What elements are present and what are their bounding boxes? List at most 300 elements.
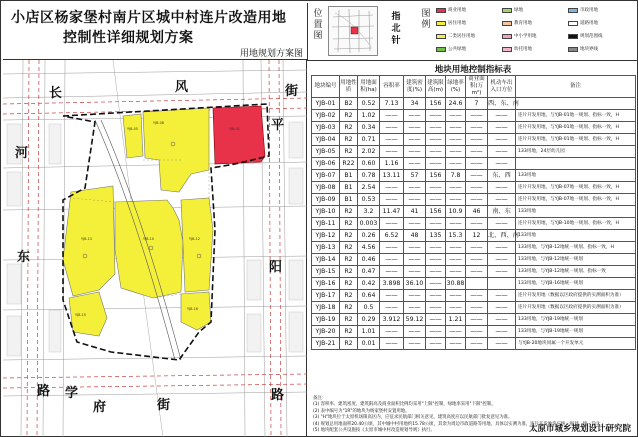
location-map	[328, 6, 378, 56]
table-cell: ——	[488, 326, 516, 338]
road-west-char-2: 东	[17, 250, 31, 265]
table-cell: YJB-09	[312, 194, 340, 206]
table-cell: ——	[488, 338, 516, 350]
road-north-char-3: 街	[285, 84, 299, 99]
table-cell: ——	[446, 266, 466, 278]
legend-swatch	[502, 21, 512, 26]
table-cell: R2	[340, 218, 358, 230]
parcel-yjb-12	[181, 198, 213, 292]
table-cell: ——	[426, 158, 446, 170]
parcel-yjb-13	[63, 186, 115, 296]
table-cell: 连片开发用地，与YJB-01地一规划、指标一致，H	[516, 122, 636, 134]
table-cell: ——	[488, 266, 516, 278]
table-cell: ——	[466, 158, 488, 170]
table-cell: ——	[380, 290, 404, 302]
table-cell: ——	[404, 182, 426, 194]
table-cell: ——	[426, 134, 446, 146]
table-cell: R2	[340, 122, 358, 134]
table-cell: ——	[466, 122, 488, 134]
table-cell: 133用地	[516, 230, 636, 242]
table-cell: ——	[426, 218, 446, 230]
legend-label-text: 教育用地	[514, 21, 532, 26]
table-cell: 13.11	[380, 170, 404, 182]
table-cell: 7.8	[446, 170, 466, 182]
table-cell: YJB-01	[312, 98, 340, 110]
table-cell: ——	[426, 110, 446, 122]
plan-subtitle: 用地规划方案图	[239, 49, 303, 59]
compass-label: 指 北 针	[391, 12, 401, 46]
table-cell: 12	[466, 230, 488, 242]
table-cell: 48	[404, 230, 426, 242]
table-cell: YJB-12	[312, 230, 340, 242]
table-cell: R2	[340, 302, 358, 314]
title-block	[5, 5, 307, 57]
table-cell: 西、东、南	[488, 98, 516, 110]
table-cell: R2	[340, 242, 358, 254]
table-header-cell: 备注	[516, 76, 636, 98]
table-cell: 0.71	[358, 134, 380, 146]
legend-swatch	[436, 8, 446, 13]
table-cell: 133用地，与YJB-19地统一规划	[516, 314, 636, 326]
svg-text:YJB-01: YJB-01	[229, 127, 240, 131]
table-cell: 30.88	[446, 278, 466, 290]
legend-swatch	[568, 34, 578, 39]
table-cell: ——	[380, 134, 404, 146]
legend-item	[436, 7, 466, 13]
table-cell: ——	[466, 290, 488, 302]
table-row	[312, 314, 636, 326]
table-cell: ——	[380, 218, 404, 230]
table-cell: ——	[488, 302, 516, 314]
table-cell: 连片开发用地（数据以区政府提供的实测面积为准）	[516, 290, 636, 302]
table-cell: ——	[380, 338, 404, 350]
table-cell: YJB-16	[312, 278, 340, 290]
table-cell: 3.2	[358, 206, 380, 218]
table-cell: ——	[404, 122, 426, 134]
table-cell: R2	[340, 230, 358, 242]
table-cell: ——	[380, 242, 404, 254]
plan-title-line2: 控制性详细规划方案	[63, 30, 194, 46]
table-cell: ——	[426, 326, 446, 338]
table-cell: 0.78	[358, 170, 380, 182]
table-cell: 133用地，与YJB-19地统一规划	[516, 326, 636, 338]
table-row	[312, 170, 636, 182]
svg-text:YJB-13: YJB-13	[81, 237, 92, 241]
table-cell: YJB-08	[312, 182, 340, 194]
table-cell: R2	[340, 110, 358, 122]
road-east-char-3: 路	[271, 388, 285, 403]
table-row	[312, 194, 636, 206]
table-cell: ——	[380, 194, 404, 206]
table-cell: B1	[340, 170, 358, 182]
table-cell: ——	[426, 290, 446, 302]
road-east-char-1: 平	[271, 118, 285, 133]
table-cell: YJB-14	[312, 254, 340, 266]
table-header-cell: 地块编号	[312, 76, 340, 98]
table-header-cell: 建筑密度(%)	[404, 76, 426, 98]
table-cell: 46	[466, 206, 488, 218]
road-south-char-3: 街	[157, 398, 171, 413]
table-row	[312, 158, 636, 170]
table-cell: ——	[404, 218, 426, 230]
table-cell: 57	[404, 170, 426, 182]
table-cell: ——	[426, 338, 446, 350]
table-cell: R22	[340, 158, 358, 170]
table-cell: YJB-19	[312, 314, 340, 326]
table-cell: ——	[404, 326, 426, 338]
legend	[436, 7, 636, 59]
table-cell: 0.60	[358, 158, 380, 170]
table-cell: 0.52	[358, 98, 380, 110]
table-header-cell: 容积率	[380, 76, 404, 98]
table-row	[312, 266, 636, 278]
table-cell: 6.52	[380, 230, 404, 242]
table-cell: ——	[488, 218, 516, 230]
road-north-char-2: 风	[175, 80, 189, 95]
table-cell: YJB-18	[312, 302, 340, 314]
svg-text:YJB-10: YJB-10	[143, 237, 154, 241]
legend-swatch	[436, 47, 446, 52]
table-cell: ——	[426, 302, 446, 314]
table-cell: 1.16	[380, 158, 404, 170]
table-cell: YJB-06	[312, 158, 340, 170]
table-header-cell: 用地面积(ha)	[358, 76, 380, 98]
legend-swatch	[436, 21, 446, 26]
table-cell: 15.3	[446, 230, 466, 242]
table-cell: 133用地，24层幼儿园	[516, 146, 636, 158]
table-cell: 连片开发用地，与YJB-07地一规划、指标一致，H	[516, 182, 636, 194]
remark-line-1: (1) 容积率、建筑密度、建筑限高及商业面积比例均采用"上限"控制，绿地率采用"下限"控制。	[313, 402, 496, 408]
table-cell: 0.01	[358, 338, 380, 350]
table-cell: ——	[446, 110, 466, 122]
table-cell: 24.6	[446, 98, 466, 110]
table-cell: ——	[466, 182, 488, 194]
table-cell: R2	[340, 326, 358, 338]
index-table-panel	[309, 61, 637, 436]
location-map-graphic	[329, 7, 377, 55]
table-cell: ——	[488, 194, 516, 206]
table-cell: 0.003	[358, 218, 380, 230]
road-north-char-1: 长	[49, 86, 63, 101]
table-cell: ——	[404, 290, 426, 302]
table-cell: ——	[466, 266, 488, 278]
table-cell: ——	[466, 326, 488, 338]
table-cell: ——	[488, 254, 516, 266]
table-cell: ——	[404, 242, 426, 254]
table-row	[312, 146, 636, 158]
legend-swatch	[502, 47, 512, 52]
legend-item	[568, 20, 598, 26]
road-south-char-1: 学	[65, 386, 79, 401]
table-cell: R2	[340, 254, 358, 266]
table-row	[312, 122, 636, 134]
table-cell: ——	[446, 146, 466, 158]
table-cell: ——	[426, 278, 446, 290]
road-west-char-3: 路	[37, 384, 51, 399]
legend-item	[568, 7, 598, 13]
table-cell	[466, 278, 488, 290]
table-cell: 34	[404, 98, 426, 110]
legend-label-text: 规划范围线	[580, 34, 603, 39]
table-cell: 1.02	[358, 110, 380, 122]
legend-label-text: 市政用地	[580, 8, 598, 13]
table-cell	[516, 158, 636, 170]
legend-item	[502, 7, 523, 13]
table-cell: ——	[446, 122, 466, 134]
legend-swatch	[568, 21, 578, 26]
table-row	[312, 134, 636, 146]
svg-text:YJB-15: YJB-15	[75, 313, 86, 317]
table-cell: 7	[466, 98, 488, 110]
table-row	[312, 290, 636, 302]
table-cell: ——	[446, 194, 466, 206]
legend-label-text: 幼托用地	[514, 47, 532, 52]
table-cell: ——	[426, 254, 446, 266]
table-cell: YJB-11	[312, 218, 340, 230]
table-cell: 0.42	[358, 278, 380, 290]
table-cell: R2	[340, 134, 358, 146]
index-table-title: 地块用地控制指标表	[434, 65, 512, 75]
table-cell: ——	[446, 182, 466, 194]
legend-swatch	[568, 47, 578, 52]
table-cell: ——	[446, 134, 466, 146]
table-cell: ——	[488, 314, 516, 326]
table-cell: ——	[404, 266, 426, 278]
table-cell: ——	[404, 338, 426, 350]
table-cell: R2	[340, 206, 358, 218]
parcel-yjb-05	[123, 114, 143, 158]
table-cell: ——	[404, 134, 426, 146]
table-row	[312, 326, 636, 338]
table-cell: R2	[340, 146, 358, 158]
table-cell: ——	[404, 110, 426, 122]
remark-line-3: (3) "H"地块位于太原机场限高区内，应征求民航部门相关意见，建筑高度应以民航部门批复意见为准。	[313, 415, 513, 421]
table-cell: 与YJB-20地块同属一个开发单元	[516, 338, 636, 350]
table-cell: 北、西、南	[488, 230, 516, 242]
table-cell: B1	[340, 194, 358, 206]
table-cell: ——	[426, 146, 446, 158]
legend-label-text: 道路用地	[580, 21, 598, 26]
table-cell: 156	[426, 170, 446, 182]
legend-item	[502, 46, 532, 52]
svg-text:YJB-12: YJB-12	[189, 237, 200, 241]
table-cell: 0.47	[358, 266, 380, 278]
table-cell: 3.898	[380, 278, 404, 290]
table-header-row	[312, 76, 636, 98]
table-cell: ——	[446, 158, 466, 170]
table-cell: ——	[446, 242, 466, 254]
table-cell: YJB-20	[312, 326, 340, 338]
legend-label-text: 绿地	[514, 8, 523, 13]
table-cell: YJB-03	[312, 122, 340, 134]
legend-label-text: 公共绿地	[448, 47, 466, 52]
legend-item	[502, 20, 532, 26]
table-cell: YJB-04	[312, 134, 340, 146]
table-cell: 连片开发用地（数据以区政府提供的实测面积为准）	[516, 302, 636, 314]
legend-swatch	[502, 34, 512, 39]
table-cell: R2	[340, 278, 358, 290]
legend-swatch	[502, 8, 512, 13]
table-cell: ——	[426, 182, 446, 194]
table-cell: R2	[340, 338, 358, 350]
remarks-heading: 备注：	[313, 396, 327, 401]
index-table	[311, 75, 636, 350]
table-cell: 0.46	[358, 254, 380, 266]
table-cell: 0.64	[358, 290, 380, 302]
table-cell: 东、西	[488, 170, 516, 182]
table-cell: ——	[466, 170, 488, 182]
legend-swatch	[568, 8, 578, 13]
table-cell: ——	[404, 146, 426, 158]
legend-label-text: 商业用地	[448, 8, 466, 13]
table-cell: 133用地，与YJB-12地统一规划、指标一致，H	[516, 242, 636, 254]
table-cell: 0.34	[358, 122, 380, 134]
table-row	[312, 206, 636, 218]
table-cell: ——	[466, 338, 488, 350]
table-cell: 0.53	[358, 194, 380, 206]
road-west-char-1: 河	[15, 146, 29, 161]
legend-item	[436, 20, 466, 26]
legend-item	[502, 33, 537, 39]
table-row	[312, 254, 636, 266]
table-cell: 4.56	[358, 242, 380, 254]
table-cell: YJB-10	[312, 206, 340, 218]
legend-item	[436, 46, 466, 52]
table-header-cell: 建筑限高(m)	[426, 76, 446, 98]
table-cell: ——	[488, 182, 516, 194]
table-row	[312, 242, 636, 254]
table-cell: ——	[466, 314, 488, 326]
table-cell: 连片开发用地，与YJB-01地一规划、指标一致，H	[516, 110, 636, 122]
svg-text:YJB-05: YJB-05	[127, 127, 138, 131]
table-cell: 133用地，与YJB-16地统一规划	[516, 278, 636, 290]
table-cell: ——	[404, 302, 426, 314]
table-cell: ——	[446, 302, 466, 314]
location-map-label: 位 置 图	[313, 9, 323, 41]
table-cell: ——	[404, 254, 426, 266]
table-cell: ——	[404, 158, 426, 170]
institute-name: 太原市城乡规划设计研究院	[528, 424, 631, 434]
legend-item	[436, 33, 475, 39]
table-cell: ——	[446, 338, 466, 350]
table-cell: 156	[426, 206, 446, 218]
table-cell: R2	[340, 266, 358, 278]
table-cell: ——	[466, 254, 488, 266]
table-cell: ——	[466, 302, 488, 314]
table-cell: ——	[488, 110, 516, 122]
table-cell: YJB-07	[312, 170, 340, 182]
table-cell: ——	[426, 242, 446, 254]
table-cell: 10.9	[446, 206, 466, 218]
table-header-cell: 商业面积(万m²)	[466, 76, 488, 98]
table-cell: R2	[340, 314, 358, 326]
table-cell: 36.10	[404, 278, 426, 290]
table-cell: ——	[466, 134, 488, 146]
table-cell: ——	[426, 266, 446, 278]
table-cell: ——	[380, 254, 404, 266]
legend-label-text: 地块界线	[580, 47, 598, 52]
table-cell: R2	[340, 290, 358, 302]
table-header-cell: 绿地率(%)	[446, 76, 466, 98]
table-cell: 133用地，与YJB-12地统一规划	[516, 254, 636, 266]
table-cell	[516, 98, 636, 110]
legend-label-text: 二类居住用地	[448, 34, 475, 39]
table-cell: 南、东	[488, 206, 516, 218]
road-south-char-2: 府	[93, 400, 107, 415]
legend-item	[568, 46, 598, 52]
table-cell: YJB-21	[312, 338, 340, 350]
table-cell: 1.21	[446, 314, 466, 326]
table-row	[312, 218, 636, 230]
table-cell: 连片开发用地，与YJB-07地一规划、指标一致，H	[516, 194, 636, 206]
table-cell: ——	[446, 290, 466, 302]
table-cell: 156	[426, 98, 446, 110]
table-cell	[488, 278, 516, 290]
table-cell: YJB-13	[312, 242, 340, 254]
table-cell: 2.54	[358, 182, 380, 194]
parcel-yjb-01-commercial	[213, 106, 265, 164]
table-cell: 1.01	[358, 326, 380, 338]
table-cell: ——	[380, 326, 404, 338]
table-cell: ——	[488, 242, 516, 254]
table-cell: ——	[426, 314, 446, 326]
table-cell: ——	[380, 182, 404, 194]
table-cell: ——	[466, 218, 488, 230]
table-cell: ——	[488, 290, 516, 302]
table-cell: ——	[488, 122, 516, 134]
table-row	[312, 182, 636, 194]
table-cell: ——	[466, 194, 488, 206]
table-cell: 135	[426, 230, 446, 242]
table-cell: ——	[488, 146, 516, 158]
table-cell: ——	[380, 146, 404, 158]
table-cell: 133用地，与YJB-12地统一规划、指标一致	[516, 266, 636, 278]
table-row	[312, 278, 636, 290]
table-cell: 59.12	[404, 314, 426, 326]
table-cell: ——	[426, 122, 446, 134]
plan-title-line1: 小店区杨家堡村南片区城中村连片改造用地	[11, 10, 287, 26]
table-cell: YJB-02	[312, 110, 340, 122]
table-cell: 0.26	[358, 230, 380, 242]
table-cell: ——	[404, 194, 426, 206]
road-east-char-2: 阳	[269, 260, 283, 275]
table-cell: ——	[466, 110, 488, 122]
table-row	[312, 338, 636, 350]
table-cell: B2	[340, 98, 358, 110]
table-cell: YJB-15	[312, 266, 340, 278]
legend-label-text: 中小学用地	[514, 34, 537, 39]
residential-parcels	[63, 108, 213, 336]
legend-item	[568, 33, 603, 39]
svg-text:YJB-16: YJB-16	[187, 307, 198, 311]
table-cell: ——	[380, 122, 404, 134]
table-cell: ——	[380, 266, 404, 278]
table-cell: 7.13	[380, 98, 404, 110]
legend-label-text: 居住用地	[448, 21, 466, 26]
table-cell: ——	[488, 134, 516, 146]
table-cell: 3.912	[380, 314, 404, 326]
table-cell: YJB-05	[312, 146, 340, 158]
remark-line-2: (2) 表中编号为"1R"的地块为杨家堡村安置用地。	[313, 408, 410, 414]
table-header-cell: 用地性质	[340, 76, 358, 98]
table-cell: ——	[426, 194, 446, 206]
table-cell: ——	[446, 218, 466, 230]
table-row	[312, 98, 636, 110]
table-cell: 41	[404, 206, 426, 218]
table-cell: ——	[466, 242, 488, 254]
table-cell: ——	[466, 146, 488, 158]
table-cell: ——	[446, 254, 466, 266]
